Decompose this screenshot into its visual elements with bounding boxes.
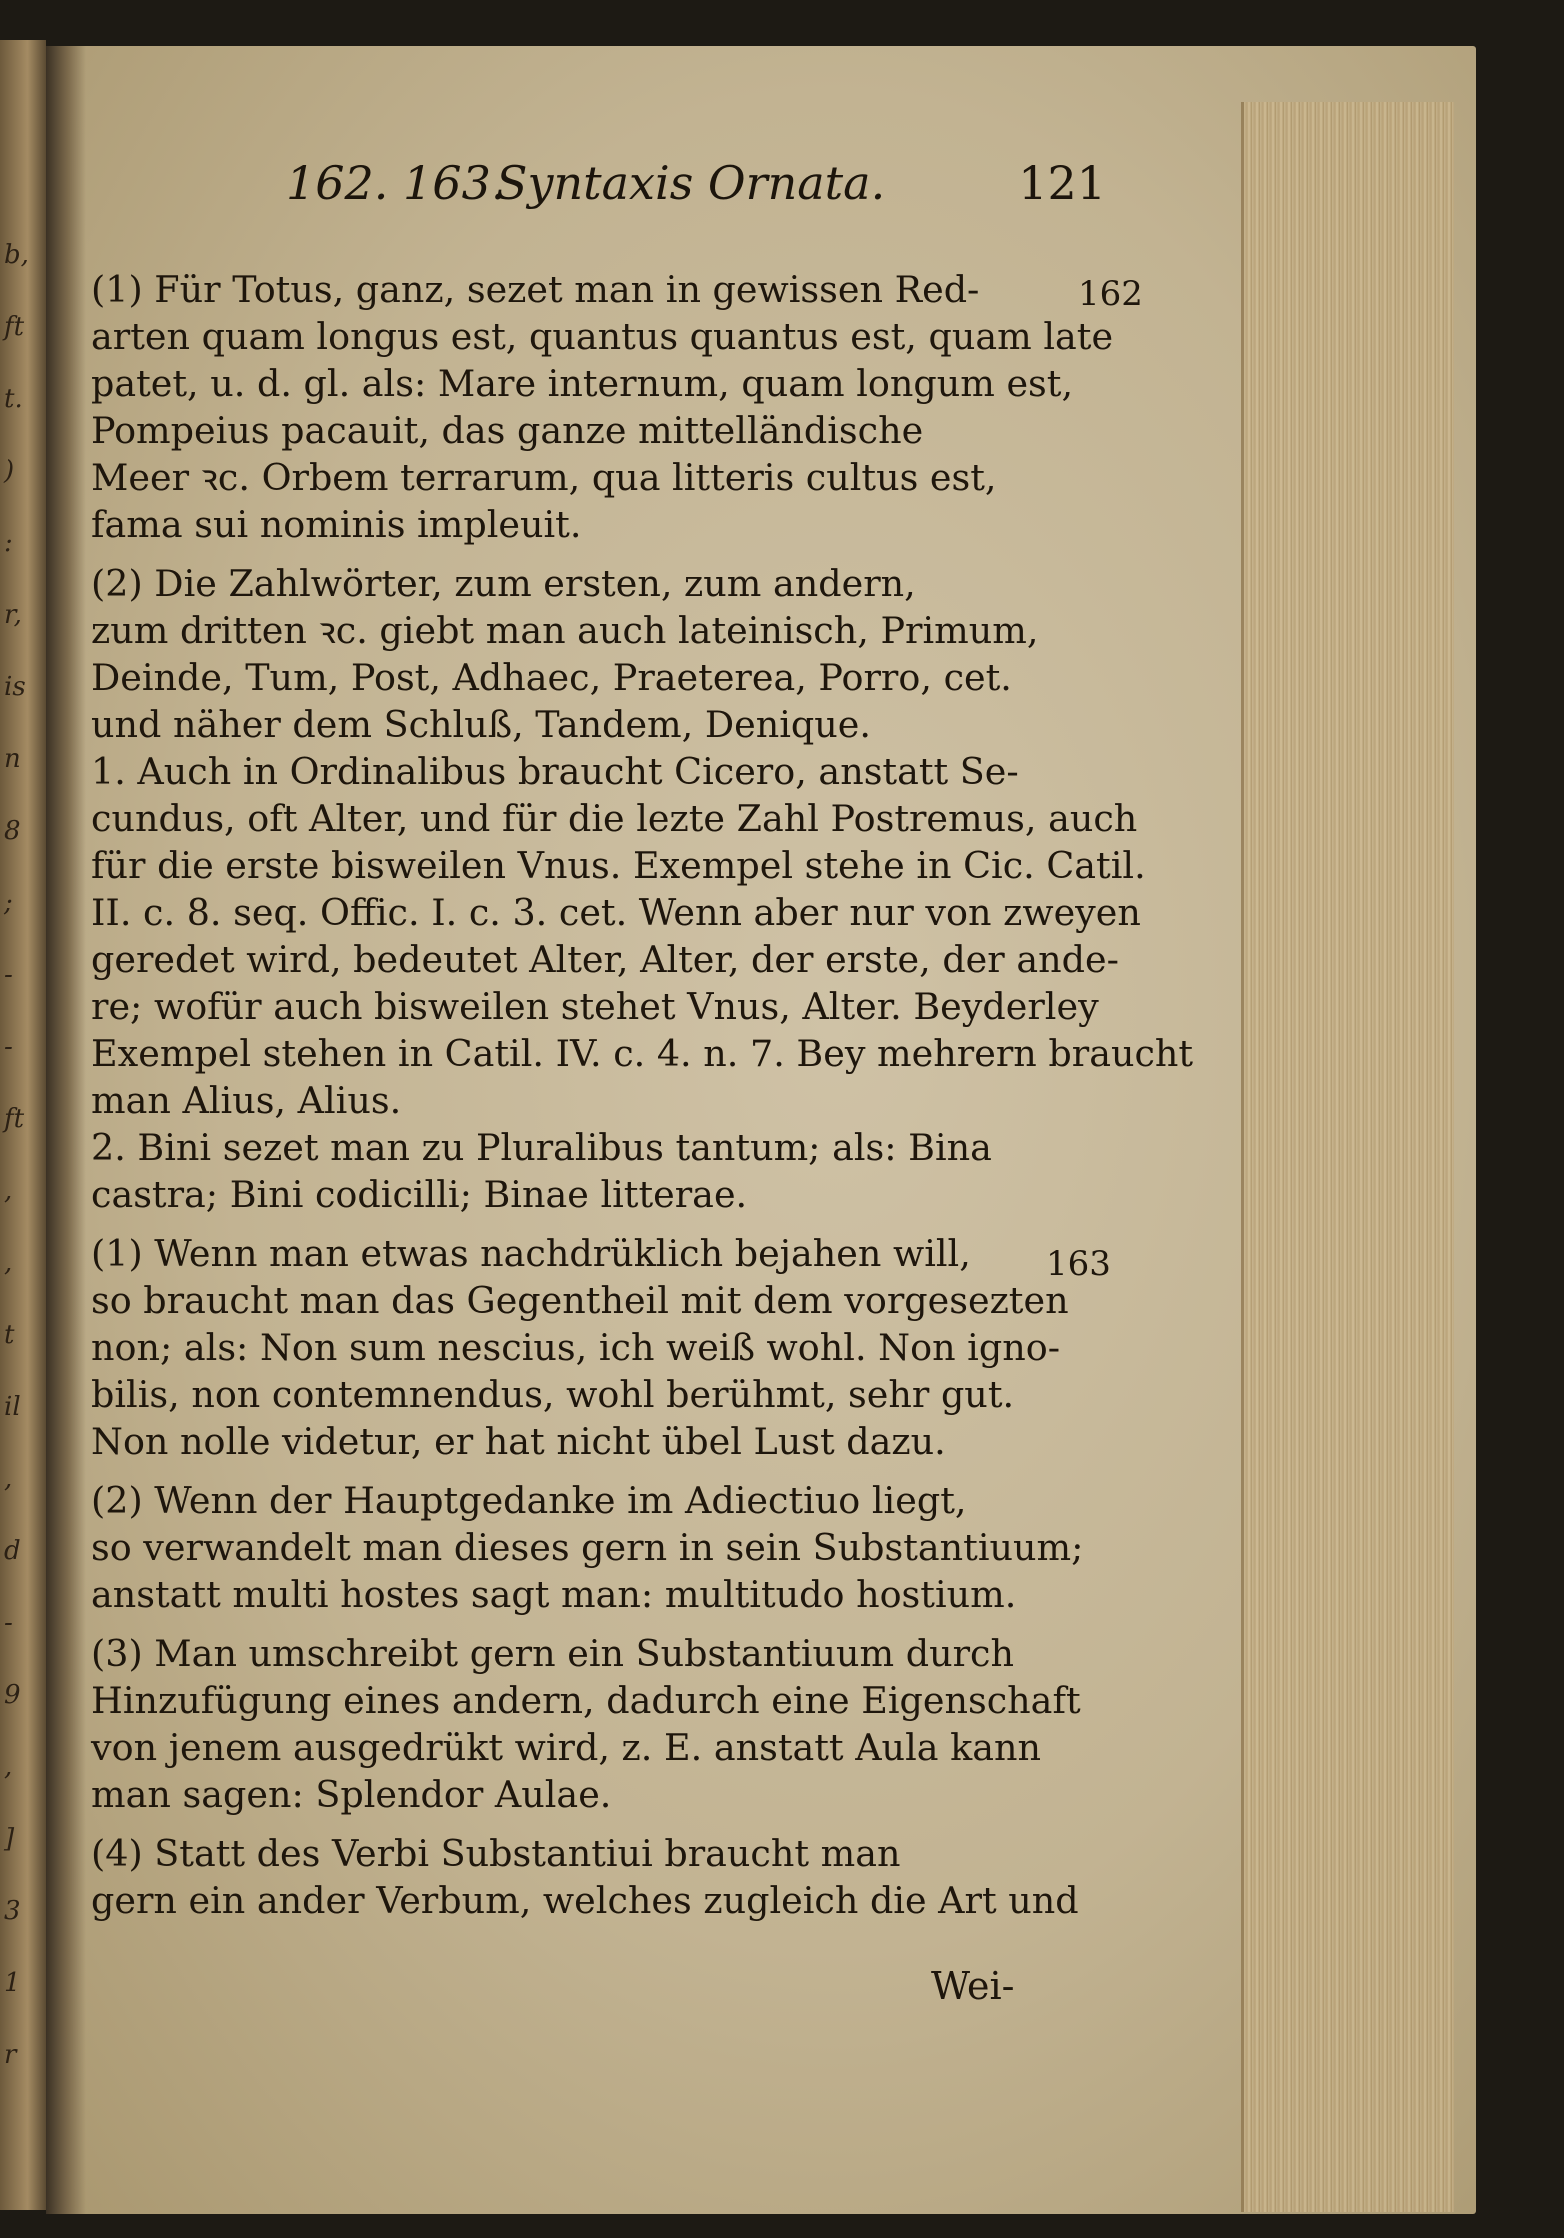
page-number: 121 [1018, 156, 1106, 210]
text-line: so verwandelt man dieses gern in sein Substantiuum; [91, 1526, 1084, 1569]
text-line: Non nolle videtur, er hat nicht übel Lust dazu. [91, 1420, 946, 1463]
text-line: gern ein ander Verbum, welches zugleich die Art und [91, 1879, 1079, 1922]
previous-page-fragment: : [4, 528, 13, 558]
previous-page-edge [0, 40, 46, 2210]
previous-page-fragment: - [4, 960, 13, 990]
text-line: Pompeius pacauit, das ganze mittelländische [91, 409, 924, 452]
text-line: Meer ꝛc. Orbem terrarum, qua litteris cultus est, [91, 456, 997, 499]
text-line: cundus, oft Alter, und für die lezte Zahl Postremus, auch [91, 797, 1138, 840]
text-line: castra; Bini codicilli; Binae litterae. [91, 1173, 748, 1216]
text-line: geredet wird, bedeutet Alter, Alter, der erste, der ande- [91, 938, 1119, 981]
paragraph [91, 1230, 1081, 1465]
margin-note-163: 163 [1046, 1244, 1111, 1284]
text-line: (2) Die Zahlwörter, zum ersten, zum andern, [91, 562, 916, 605]
previous-page-fragment: r, [4, 600, 22, 630]
text-line: man sagen: Splendor Aulae. [91, 1773, 612, 1816]
text-line: fama sui nominis impleuit. [91, 503, 582, 546]
catchword: Wei- [931, 1964, 1015, 2008]
page-stack-edge [1241, 102, 1454, 2212]
previous-page-fragment: b, [4, 240, 29, 270]
book-page [46, 46, 1476, 2214]
previous-page-fragment: - [4, 1032, 13, 1062]
text-line: zum dritten ꝛc. giebt man auch lateinisch, Primum, [91, 609, 1039, 652]
header-section-numbers: 162. 163. [286, 156, 506, 210]
paragraph [91, 1830, 1081, 1924]
text-line: (4) Statt des Verbi Substantiui braucht man [91, 1832, 901, 1875]
previous-page-fragment: t [4, 1320, 15, 1350]
previous-page-fragment: ft [4, 312, 25, 342]
margin-note-162: 162 [1078, 274, 1143, 314]
previous-page-fragment: , [4, 1176, 13, 1206]
paragraph-gap [91, 1818, 1081, 1830]
previous-page-fragment: 9 [4, 1680, 21, 1710]
previous-page-fragment: d [4, 1536, 21, 1566]
header-title: Syntaxis Ornata. [496, 156, 886, 210]
text-line: anstatt multi hostes sagt man: multitudo hostium. [91, 1573, 1017, 1616]
previous-page-fragment: n [4, 744, 21, 774]
text-line: re; wofür auch bisweilen stehet Vnus, Alter. Beyderley [91, 985, 1099, 1028]
previous-page-fragments [2, 40, 44, 2210]
previous-page-fragment: il [4, 1392, 21, 1422]
text-line: für die erste bisweilen Vnus. Exempel stehe in Cic. Catil. [91, 844, 1146, 887]
running-header [286, 156, 1106, 216]
previous-page-fragment: , [4, 1464, 13, 1494]
previous-page-fragment: ft [4, 1104, 25, 1134]
paragraph-gap [91, 1465, 1081, 1477]
text-line: patet, u. d. gl. als: Mare internum, quam longum est, [91, 362, 1074, 405]
previous-page-fragment: 8 [4, 816, 21, 846]
paragraph [91, 1477, 1084, 1618]
paragraph-gap [91, 1618, 1081, 1630]
previous-page-fragment: 3 [4, 1896, 21, 1926]
paragraph-gap [91, 1218, 1081, 1230]
text-line: non; als: Non sum nescius, ich weiß wohl. Non igno- [91, 1326, 1061, 1369]
previous-page-fragment: r [4, 2040, 17, 2070]
previous-page-fragment: is [4, 672, 26, 702]
text-line: Exempel stehen in Catil. IV. c. 4. n. 7. Bey mehrern braucht [91, 1032, 1194, 1075]
text-line: so braucht man das Gegentheil mit dem vorgesezten [91, 1279, 1069, 1322]
previous-page-fragment: , [4, 1248, 13, 1278]
previous-page-fragment: t. [4, 384, 23, 414]
text-line: II. c. 8. seq. Offic. I. c. 3. cet. Wenn aber nur von zweyen [91, 891, 1141, 934]
previous-page-fragment: ; [4, 888, 13, 918]
text-line: von jenem ausgedrükt wird, z. E. anstatt Aula kann [91, 1726, 1041, 1769]
paragraph [91, 560, 1194, 1218]
paragraph-gap [91, 548, 1081, 560]
previous-page-fragment: ) [4, 456, 15, 486]
text-line: (2) Wenn der Hauptgedanke im Adiectiuo liegt, [91, 1479, 967, 1522]
binding-gutter [46, 46, 86, 2214]
previous-page-fragment: , [4, 1752, 13, 1782]
previous-page-fragment: - [4, 1608, 13, 1638]
text-line: 1. Auch in Ordinalibus braucht Cicero, anstatt Se- [91, 750, 1019, 793]
previous-page-fragment: ] [4, 1824, 15, 1854]
text-line: bilis, non contemnendus, wohl berühmt, sehr gut. [91, 1373, 1015, 1416]
text-line: und näher dem Schluß, Tandem, Denique. [91, 703, 871, 746]
text-line: (3) Man umschreibt gern ein Substantiuum durch [91, 1632, 1014, 1675]
text-line: man Alius, Alius. [91, 1079, 402, 1122]
previous-page-fragment: 1 [4, 1968, 21, 1998]
text-line: Deinde, Tum, Post, Adhaec, Praeterea, Porro, cet. [91, 656, 1012, 699]
text-line: 2. Bini sezet man zu Pluralibus tantum; als: Bina [91, 1126, 992, 1169]
paragraph [91, 1630, 1081, 1818]
text-line: (1) Wenn man etwas nachdrüklich bejahen will, [91, 1232, 971, 1275]
text-line: (1) Für Totus, ganz, sezet man in gewissen Red- [91, 268, 980, 311]
text-line: Hinzufügung eines andern, dadurch eine Eigenschaft [91, 1679, 1081, 1722]
text-line: arten quam longus est, quantus quantus est, quam late [91, 315, 1114, 358]
